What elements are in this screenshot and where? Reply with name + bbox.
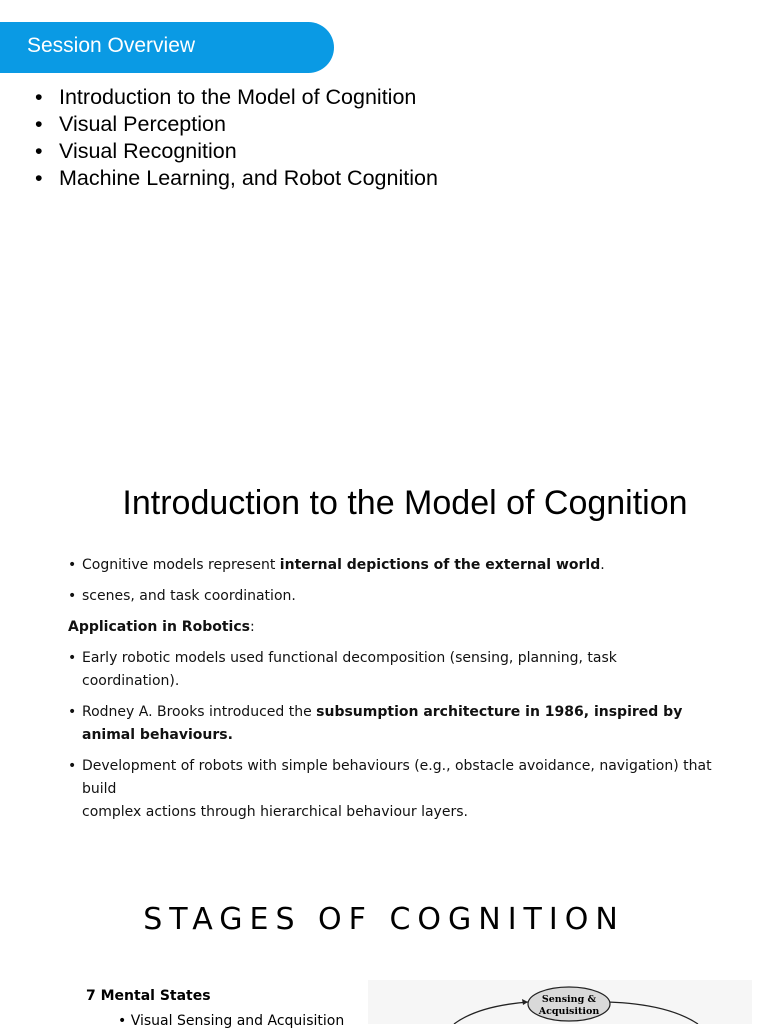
bullet-marker: • — [35, 85, 43, 109]
sensing-node-label-line2: Acquisition — [538, 1006, 600, 1017]
bullet-marker: • — [35, 166, 43, 190]
bullet-item — [68, 755, 718, 824]
bullet-marker: • — [68, 704, 77, 720]
overview-item — [35, 84, 438, 111]
overview-list — [35, 84, 438, 192]
cycle-arrow-right — [608, 1002, 698, 1024]
bullet-marker: • — [68, 588, 77, 604]
bullet-text: complex actions through hierarchical behaviour layers. — [82, 804, 468, 820]
mental-state-label: Visual Sensing and Acquisition — [130, 1013, 345, 1029]
bullet-punctuation: . — [600, 557, 605, 573]
overview-item-label: Visual Perception — [59, 112, 226, 136]
bullet-text: Early robotic models used functional decomposition (sensing, planning, task coordination). — [82, 650, 617, 689]
bullet-item — [68, 701, 718, 747]
bullet-emphasis: subsumption architecture in 1986, inspired by — [316, 704, 683, 720]
bullet-marker: • — [68, 758, 77, 774]
bullet-item — [68, 554, 718, 577]
sensing-node-label-line1: Sensing & — [541, 994, 597, 1005]
stages-slide-title: STAGES OF COGNITION — [143, 902, 625, 937]
overview-item — [35, 138, 438, 165]
bullet-text: Development of robots with simple behaviours (e.g., obstacle avoidance, navigation) that build — [82, 758, 712, 797]
bullet-item — [68, 647, 718, 693]
application-heading — [68, 616, 718, 639]
overview-item — [35, 165, 438, 192]
session-overview-banner — [0, 22, 334, 73]
overview-item-label: Visual Recognition — [59, 139, 237, 163]
bullet-emphasis: animal behaviours. — [82, 727, 233, 743]
bullet-text: Rodney A. Brooks introduced the — [82, 704, 317, 720]
overview-item — [35, 111, 438, 138]
session-overview-title: Session Overview — [27, 34, 196, 57]
cycle-arrow-left — [454, 1002, 528, 1024]
mental-state-item — [118, 1013, 344, 1029]
cognition-cycle-diagram — [368, 980, 752, 1024]
bullet-marker: • — [68, 650, 77, 666]
bullet-marker: • — [35, 112, 43, 136]
arrowhead-icon — [522, 999, 528, 1005]
intro-slide-title: Introduction to the Model of Cognition — [122, 484, 688, 522]
bullet-text: Cognitive models represent — [82, 557, 280, 573]
intro-slide-body — [68, 554, 718, 824]
bullet-text: scenes, and task coordination. — [82, 588, 296, 604]
overview-item-label: Introduction to the Model of Cognition — [59, 85, 417, 109]
cognition-cycle-svg — [368, 980, 752, 1024]
overview-item-label: Machine Learning, and Robot Cognition — [59, 166, 438, 190]
application-heading-colon: : — [249, 619, 255, 635]
application-heading-text: Application in Robotics — [68, 619, 250, 635]
bullet-marker: • — [35, 139, 43, 163]
bullet-marker: • — [68, 557, 77, 573]
mental-states-heading: 7 Mental States — [86, 988, 211, 1004]
bullet-emphasis: internal depictions of the external world — [279, 557, 601, 573]
bullet-item — [68, 585, 718, 608]
bullet-marker: • — [118, 1013, 127, 1029]
